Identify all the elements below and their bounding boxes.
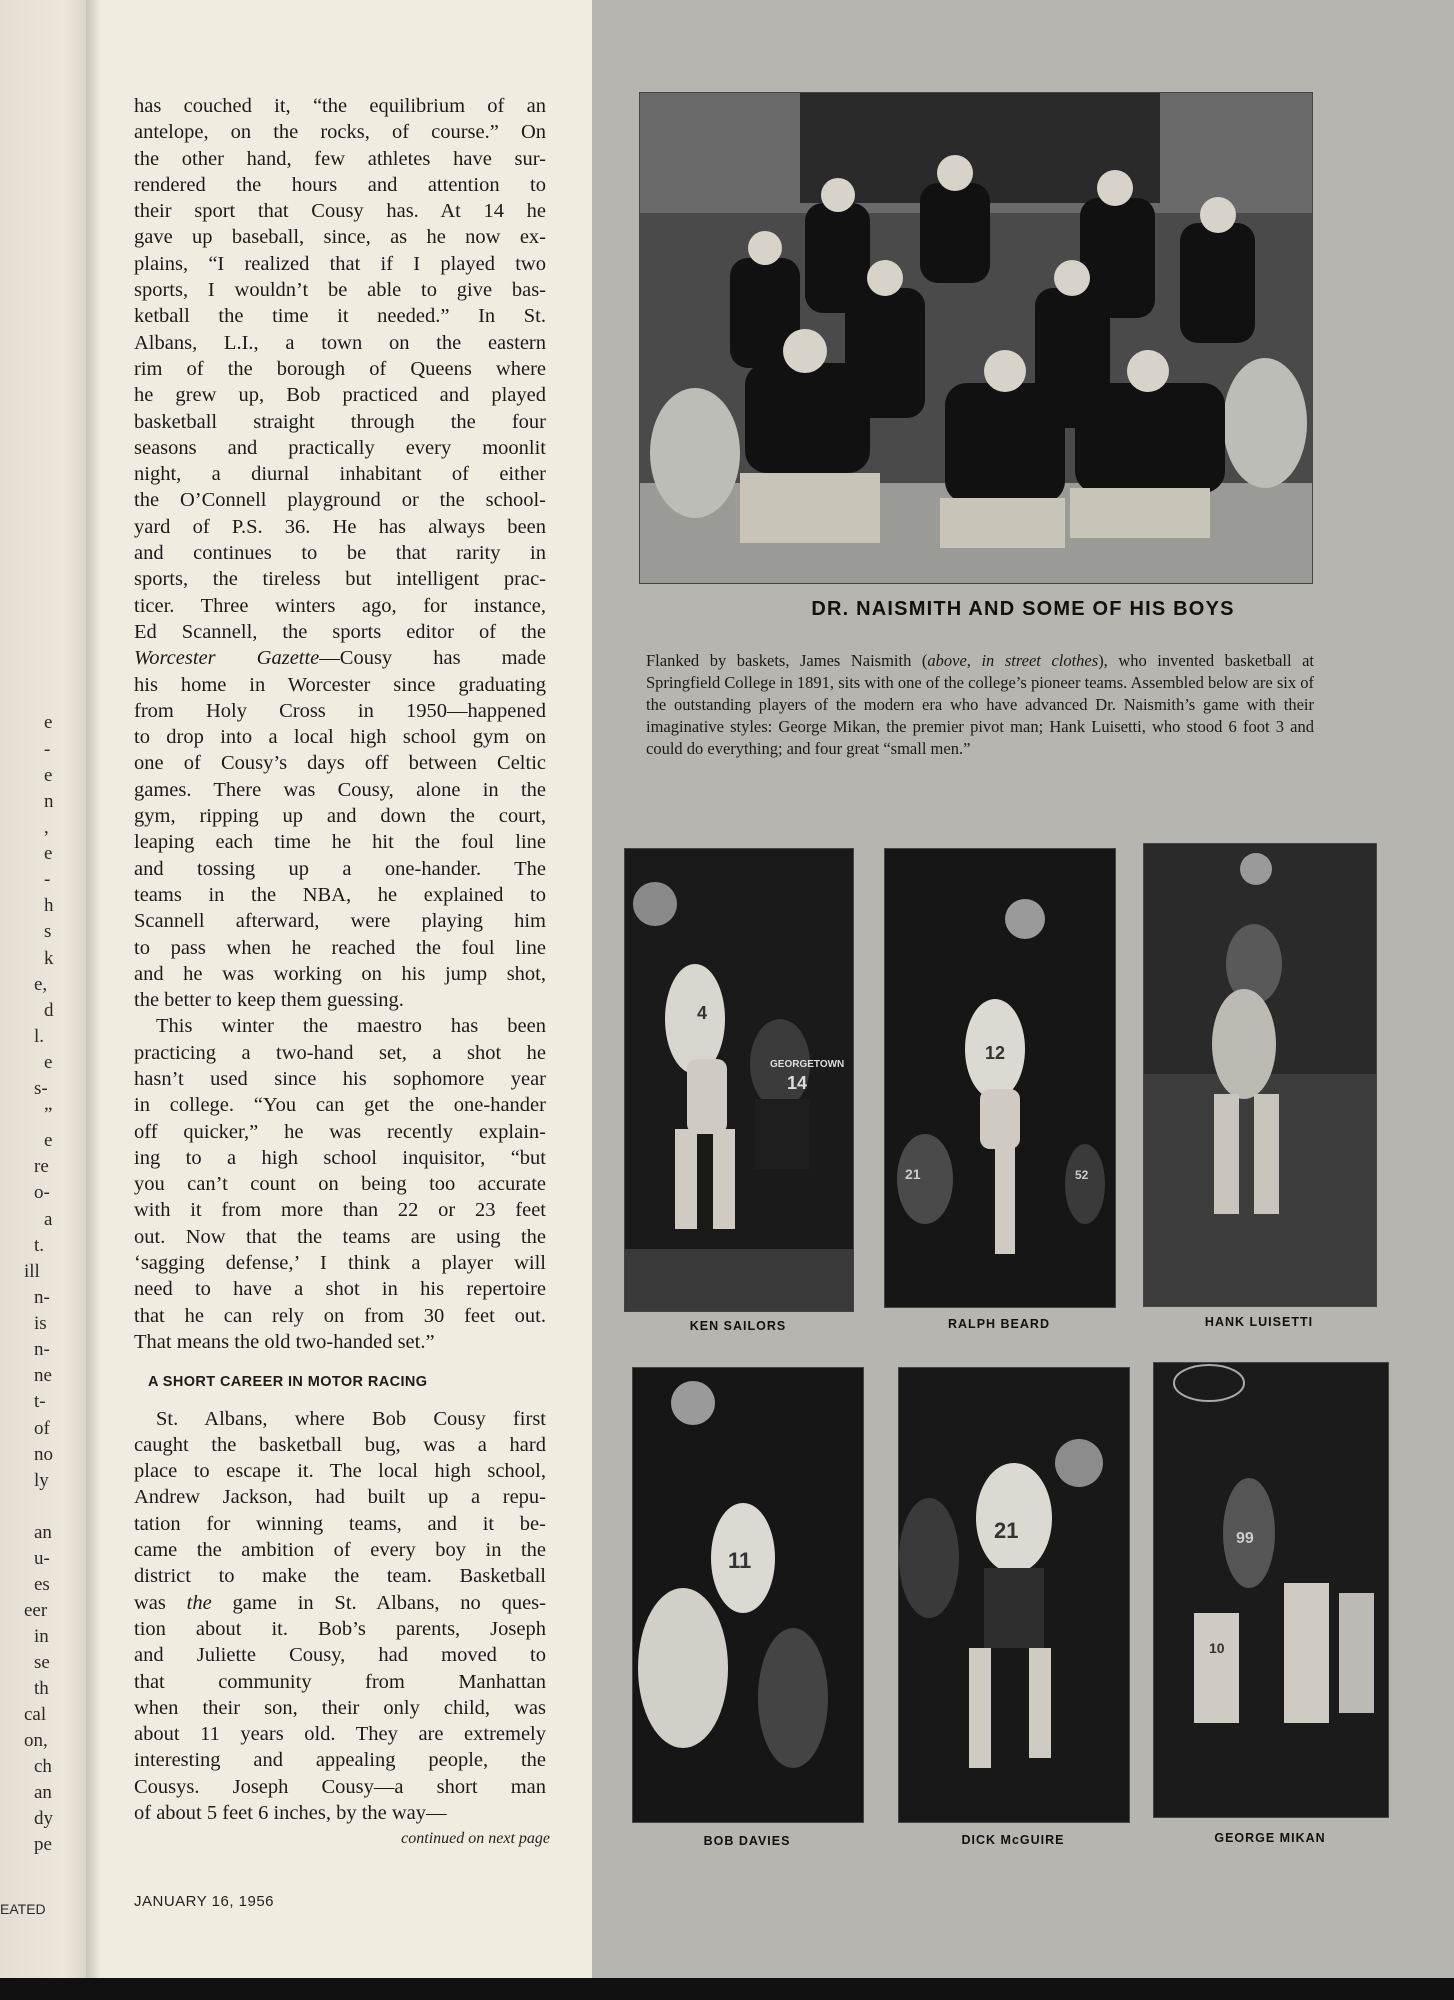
text-line: the O’Connell playground or the school- bbox=[134, 489, 546, 512]
jersey-number: 14 bbox=[787, 1073, 808, 1093]
text-line: place to escape it. The local high school, bbox=[134, 1460, 546, 1483]
text-line: in college. “You can get the one-hander bbox=[134, 1094, 546, 1117]
article-paragraph-1 bbox=[134, 93, 546, 1013]
jersey-number: 21 bbox=[994, 1518, 1019, 1543]
facing-page-text-fragment: re bbox=[34, 1156, 49, 1177]
text-line: that he can rely on from 30 feet out. bbox=[134, 1304, 546, 1327]
facing-page-text-fragment: u- bbox=[34, 1548, 50, 1569]
previous-page-edge bbox=[0, 0, 92, 1978]
text-line: Cousys. Joseph Cousy—a short man bbox=[134, 1775, 546, 1798]
facing-page-text-fragment: eer bbox=[24, 1600, 48, 1621]
article-paragraph-3 bbox=[134, 1406, 546, 1827]
text-line: yard of P.S. 36. He has always been bbox=[134, 515, 546, 538]
text-line: That means the old two-handed set.” bbox=[134, 1330, 435, 1353]
facing-page-text-fragment: , bbox=[44, 817, 49, 838]
panel-caption bbox=[646, 650, 1314, 760]
text-line: when their son, their only child, was bbox=[134, 1696, 546, 1719]
player-name-bob-davies: BOB DAVIES bbox=[703, 1834, 791, 1848]
text-line: This winter the maestro has been bbox=[156, 1015, 546, 1038]
text-line: about 11 years old. They are extremely bbox=[134, 1723, 546, 1746]
facing-page-text-fragment: - bbox=[44, 739, 51, 760]
facing-page-text-fragment: an bbox=[34, 1522, 52, 1543]
facing-page-text-fragment: dy bbox=[34, 1808, 53, 1829]
text-line: off quicker,” he was recently explain- bbox=[134, 1120, 546, 1143]
page-date: JANUARY 16, 1956 bbox=[134, 1893, 275, 1910]
section-subhead: A SHORT CAREER IN MOTOR RACING bbox=[148, 1374, 428, 1391]
text-line: hasn’t used since his sophomore year bbox=[134, 1067, 546, 1090]
facing-page-text-fragment: an bbox=[34, 1782, 52, 1803]
photo-bob-davies bbox=[632, 1367, 864, 1823]
text-line: to pass when he reached the foul line bbox=[134, 936, 546, 959]
text-line: leaping each time he hit the foul line bbox=[134, 831, 546, 854]
continued-note: continued on next page bbox=[401, 1830, 550, 1847]
facing-page-text-fragment: n- bbox=[34, 1339, 50, 1360]
facing-page-text-fragment: - bbox=[44, 869, 51, 890]
jersey-text-georgetown: GEORGETOWN bbox=[770, 1059, 845, 1070]
text-line: was the game in St. Albans, no ques- bbox=[134, 1591, 546, 1614]
text-line: their sport that Cousy has. At 14 he bbox=[134, 200, 546, 223]
text-line: interesting and appealing people, the bbox=[134, 1749, 546, 1772]
article-paragraph-2 bbox=[134, 1013, 546, 1355]
photo-panel bbox=[592, 0, 1454, 1978]
facing-page-text-fragment: e bbox=[44, 843, 53, 864]
jersey-number: 4 bbox=[697, 1003, 708, 1023]
text-line: of about 5 feet 6 inches, by the way— bbox=[134, 1802, 447, 1824]
player-name-ken-sailors: KEN SAILORS bbox=[689, 1319, 787, 1333]
text-line: Andrew Jackson, had built up a repu- bbox=[134, 1486, 546, 1509]
facing-page-text-fragment: a bbox=[44, 1209, 53, 1230]
jersey-number: 21 bbox=[905, 1166, 921, 1182]
text-line: ing to a high school inquisitor, “but bbox=[134, 1146, 546, 1169]
team-photo bbox=[639, 92, 1313, 584]
text-line: his home in Worcester since graduating bbox=[134, 673, 546, 696]
text-line: came the ambition of every boy in the bbox=[134, 1539, 546, 1562]
text-line: tion about it. Bob’s parents, Joseph bbox=[134, 1617, 546, 1640]
player-name-ralph-beard: RALPH BEARD bbox=[948, 1317, 1050, 1331]
facing-page-text-fragment: h bbox=[44, 895, 54, 916]
text-line: Ed Scannell, the sports editor of the bbox=[134, 620, 546, 643]
caption-italic: above, in street clothes bbox=[927, 651, 1099, 670]
facing-page-text-fragment: t. bbox=[34, 1235, 45, 1256]
photo-ralph-beard bbox=[884, 848, 1116, 1308]
text-line: sports, I wouldn’t be able to give bas- bbox=[134, 279, 546, 302]
text-line: Worcester Gazette—Cousy has made bbox=[134, 647, 546, 670]
facing-page-text-fragment: EATED bbox=[0, 1901, 46, 1917]
text-line: antelope, on the rocks, of course.” On bbox=[134, 121, 546, 144]
facing-page-text-fragment: ” bbox=[44, 1104, 53, 1125]
facing-page-text-fragment: s bbox=[44, 921, 52, 942]
photo-george-mikan bbox=[1153, 1362, 1389, 1818]
player-name-george-mikan: GEORGE MIKAN bbox=[1214, 1831, 1326, 1845]
jersey-number: 52 bbox=[1075, 1168, 1089, 1182]
text-line: basketball straight through the four bbox=[134, 410, 546, 433]
facing-page-text-fragment: on, bbox=[24, 1730, 48, 1751]
text-line: sports, the tireless but intelligent prac- bbox=[134, 568, 546, 591]
text-line: ‘sagging defense,’ I think a player will bbox=[134, 1252, 546, 1275]
facing-page-text-fragment: cal bbox=[24, 1704, 47, 1725]
text-line: to drop into a local high school gym on bbox=[134, 726, 546, 749]
text-line: games. There was Cousy, alone in the bbox=[134, 778, 546, 801]
text-line: and continues to be that rarity in bbox=[134, 542, 546, 565]
photo-hank-luisetti bbox=[1143, 843, 1377, 1307]
player-name-hank-luisetti: HANK LUISETTI bbox=[1204, 1315, 1314, 1329]
text-line: the better to keep them guessing. bbox=[134, 989, 404, 1012]
facing-page-text-fragment: n bbox=[44, 791, 54, 812]
jersey-number: 99 bbox=[1236, 1530, 1254, 1547]
facing-page-text-fragment: is bbox=[34, 1313, 47, 1334]
text-line: tation for winning teams, and it be- bbox=[134, 1512, 546, 1535]
text-line: the other hand, few athletes have sur- bbox=[134, 147, 546, 170]
text-line: from Holy Cross in 1950—happened bbox=[134, 699, 546, 722]
text-line: Albans, L.I., a town on the eastern bbox=[134, 331, 546, 354]
page-gutter bbox=[86, 0, 100, 1978]
text-line: that community from Manhattan bbox=[134, 1670, 546, 1693]
facing-page-text-fragment: l. bbox=[34, 1026, 45, 1047]
photo-ken-sailors bbox=[624, 848, 854, 1312]
jersey-number: 10 bbox=[1209, 1640, 1225, 1656]
text-line: Scannell afterward, were playing him bbox=[134, 910, 546, 933]
facing-page-text-fragment: e bbox=[44, 712, 53, 733]
facing-page-text-fragment: e bbox=[44, 1130, 53, 1151]
text-line: gave up baseball, since, as he now ex- bbox=[134, 226, 546, 249]
text-line: ketball the time it needed.” In St. bbox=[134, 305, 546, 328]
facing-page-text-fragment: ly bbox=[34, 1470, 49, 1491]
text-line: rendered the hours and attention to bbox=[134, 173, 546, 196]
facing-page-text-fragment: ne bbox=[34, 1365, 52, 1386]
facing-page-text-fragment: e bbox=[44, 765, 53, 786]
text-line: with it from more than 22 or 23 feet bbox=[134, 1199, 546, 1222]
facing-page-text-fragment: pe bbox=[34, 1834, 52, 1855]
text-line: need to have a shot in his repertoire bbox=[134, 1278, 546, 1301]
facing-page-text-fragment: e, bbox=[34, 974, 48, 995]
text-line: teams in the NBA, he explained to bbox=[134, 883, 546, 906]
text-line: rim of the borough of Queens where bbox=[134, 357, 546, 380]
facing-page-text-fragment: t- bbox=[34, 1391, 46, 1412]
facing-page-text-fragment: no bbox=[34, 1444, 53, 1465]
article-column bbox=[134, 93, 546, 1826]
facing-page-text-fragment: in bbox=[34, 1626, 49, 1647]
text-line: one of Cousy’s days off between Celtic bbox=[134, 752, 546, 775]
text-line: gym, ripping up and down the court, bbox=[134, 805, 546, 828]
player-name-dick-mcguire: DICK McGUIRE bbox=[961, 1833, 1065, 1847]
text-line: and he was working on his jump shot, bbox=[134, 962, 546, 985]
text-line: St. Albans, where Bob Cousy first bbox=[156, 1407, 546, 1430]
text-line: district to make the team. Basketball bbox=[134, 1565, 546, 1588]
facing-page-text-fragment: es bbox=[34, 1574, 50, 1595]
facing-page-text-fragment: ill bbox=[24, 1261, 40, 1282]
facing-page-text-fragment: e bbox=[44, 1052, 53, 1073]
jersey-number: 12 bbox=[985, 1043, 1006, 1063]
text-line: and Juliette Cousy, had moved to bbox=[134, 1644, 546, 1667]
facing-page-text-fragment: s- bbox=[34, 1078, 48, 1099]
text-line: he grew up, Bob practiced and played bbox=[134, 384, 546, 407]
facing-page-text-fragment: ch bbox=[34, 1756, 52, 1777]
panel-headline: DR. NAISMITH AND SOME OF HIS BOYS bbox=[811, 598, 1235, 620]
text-line: caught the basketball bug, was a hard bbox=[134, 1433, 546, 1456]
text-line: night, a diurnal inhabitant of either bbox=[134, 463, 546, 486]
caption-text-1: Flanked by baskets, James Naismith ( bbox=[646, 651, 928, 670]
text-line: ticer. Three winters ago, for instance, bbox=[134, 594, 546, 617]
text-line: and tossing up a one-hander. The bbox=[134, 857, 546, 880]
facing-page-text-fragment: k bbox=[44, 948, 54, 969]
jersey-number: 11 bbox=[728, 1548, 752, 1573]
photo-dick-mcguire bbox=[898, 1367, 1130, 1823]
facing-page-text-fragment: of bbox=[34, 1418, 50, 1439]
facing-page-text-fragment: th bbox=[34, 1678, 49, 1699]
text-line: out. Now that the teams are using the bbox=[134, 1225, 546, 1248]
text-line: has couched it, “the equilibrium of an bbox=[134, 95, 546, 117]
text-line: practicing a two-hand set, a shot he bbox=[134, 1041, 546, 1064]
text-line: seasons and practically every moonlit bbox=[134, 436, 546, 459]
text-line: you can’t count on being too accurate bbox=[134, 1173, 546, 1196]
text-line: plains, “I realized that if I played two bbox=[134, 252, 546, 275]
facing-page-text-fragment: se bbox=[34, 1652, 50, 1673]
facing-page-text-fragment: o- bbox=[34, 1182, 50, 1203]
caption-text-2: ), who invented basketball at Springfield College in 1891, sits with one of the college’s pioneer teams. Assembled below are six of the outstanding players of the modern era who have advanced Dr. Naismith’s game with their imaginative styles: George Mikan, the premier pivot man; Hank Luisetti, who stood 6 foot 3 and could do everything; and four great “small men.” bbox=[646, 651, 1315, 758]
facing-page-text-fragment: n- bbox=[34, 1287, 50, 1308]
facing-page-text-fragment: d bbox=[44, 1000, 54, 1021]
